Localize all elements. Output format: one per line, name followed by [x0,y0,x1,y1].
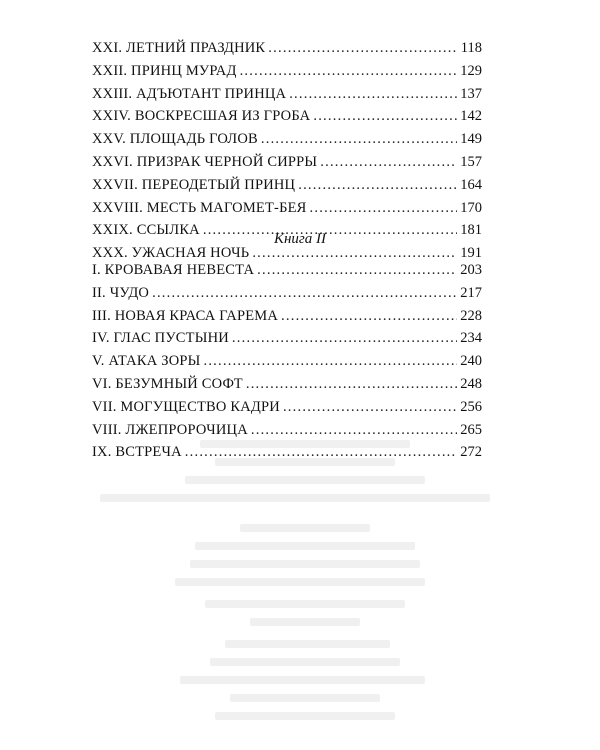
dot-leader [246,373,457,396]
toc-entry [92,259,482,282]
toc-entry-page: 234 [460,330,482,347]
dot-leader [240,60,458,83]
toc-entry-page: 256 [460,398,482,415]
bleed-through-mark [200,440,410,448]
toc-entry-title: IV. ГЛАС ПУСТЫНИ [92,330,229,347]
toc-entry-page: 129 [460,62,482,79]
toc-entry [92,396,482,419]
toc-entry [92,197,482,220]
toc-entry-title: IX. ВСТРЕЧА [92,444,182,461]
toc-entry-page: 217 [460,284,482,301]
toc-entry-page: 137 [460,85,482,102]
toc-entry-title: XXVI. ПРИЗРАК ЧЕРНОЙ СИРРЫ [92,153,318,170]
bleed-through-mark [190,560,420,568]
dot-leader [320,151,457,174]
dot-leader [289,83,457,106]
toc-entry-page: 118 [460,40,482,56]
bleed-through-mark [185,476,425,484]
bleed-through-mark [210,658,400,666]
toc-entry [92,174,482,197]
dot-leader [251,419,457,442]
bleed-through-mark [215,458,395,466]
toc-entry-title: XXV. ПЛОЩАДЬ ГОЛОВ [92,131,258,148]
dot-leader [261,128,457,151]
dot-leader [232,327,457,350]
dot-leader [313,105,457,128]
toc-entry-title: VI. БЕЗУМНЫЙ СОФТ [92,375,243,392]
toc-entry-page: 191 [460,245,482,262]
toc-book-two [92,259,482,464]
toc-entry-page: 272 [460,444,482,461]
toc-entry [92,37,482,60]
toc-entry [92,128,482,151]
toc-entry-page: 142 [460,108,482,125]
toc-entry-title: III. НОВАЯ КРАСА ГАРЕМА [92,307,279,324]
toc-entry [92,282,482,305]
toc-entry-title: XXIX. ССЫЛКА [92,222,200,239]
toc-entry-page: 164 [460,176,482,193]
toc-entry [92,327,482,350]
dot-leader [281,305,457,328]
dot-leader [203,350,457,373]
bleed-through-mark [180,676,425,684]
toc-entry [92,305,482,328]
toc-entry [92,151,482,174]
toc-entry [92,105,482,128]
dot-leader [152,282,457,305]
toc-entry-page: 228 [460,307,482,324]
toc-entry-title: XXIII. АДЪЮТАНТ ПРИНЦА [92,85,287,102]
toc-entry-title: XXX. УЖАСНАЯ НОЧЬ [92,245,250,262]
bleed-through-mark [240,524,370,532]
bleed-through-mark [205,600,405,608]
toc-entry [92,60,482,83]
toc-entry-page: 181 [460,222,482,239]
toc-entry-title: I. КРОВАВАЯ НЕВЕСТА [92,262,255,278]
toc-entry [92,350,482,373]
bleed-through-mark [250,618,360,626]
dot-leader [257,259,457,282]
toc-entry-title: V. АТАКА ЗОРЫ [92,353,201,370]
bleed-through-mark [100,494,490,502]
toc-entry-title: XXVII. ПЕРЕОДЕТЫЙ ПРИНЦ [92,176,296,193]
book-heading: Книга II [274,231,326,247]
toc-entry-title: XXIV. ВОСКРЕСШАЯ ИЗ ГРОБА [92,108,311,125]
toc-entry-title: VIII. ЛЖЕПРОРОЧИЦА [92,421,248,438]
toc-entry-title: XXVIII. МЕСТЬ МАГОМЕТ-БЕЯ [92,199,307,216]
bleed-through-mark [195,542,415,550]
bleed-through-mark [225,640,390,648]
dot-leader [310,197,458,220]
dot-leader [268,37,457,60]
toc-entry-page: 157 [460,153,482,170]
toc-entry-title: XXII. ПРИНЦ МУРАД [92,62,237,79]
dot-leader [283,396,457,419]
toc-entry-title: VII. МОГУЩЕСТВО КАДРИ [92,398,280,415]
toc-entry-page: 203 [460,262,482,278]
bleed-through-mark [215,712,395,720]
toc-entry [92,373,482,396]
toc-entry-title: II. ЧУДО [92,284,150,301]
toc-entry-page: 170 [460,199,482,216]
toc-entry-page: 248 [460,375,482,392]
bleed-through-mark [175,578,425,586]
toc-entry [92,419,482,442]
toc-entry [92,83,482,106]
toc-entry-page: 240 [460,353,482,370]
toc-entry-page: 149 [460,131,482,148]
dot-leader [298,174,457,197]
toc-entry-page: 265 [460,421,482,438]
bleed-through-mark [230,694,380,702]
toc-entry-title: XXI. ЛЕТНИЙ ПРАЗДНИК [92,40,266,56]
